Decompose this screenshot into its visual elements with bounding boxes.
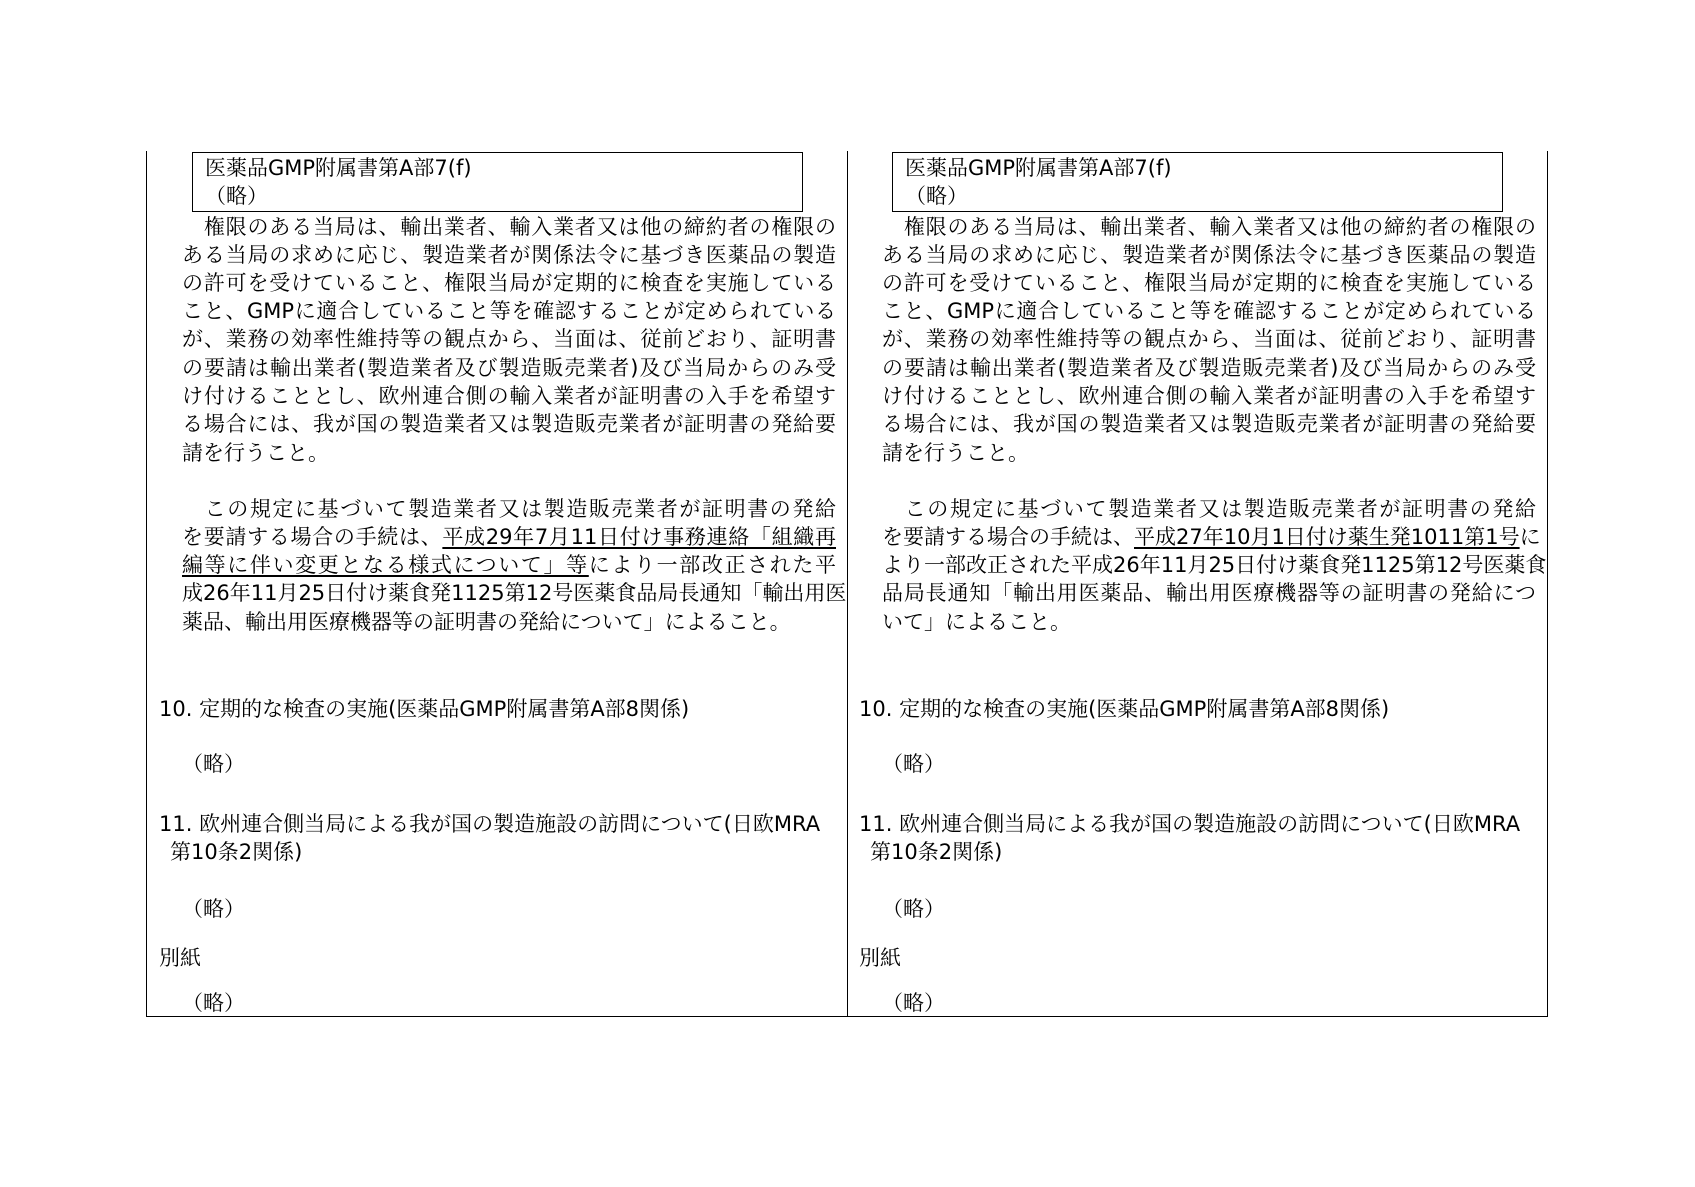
section-11-heading: 11. 欧州連合側当局による我が国の製造施設の訪問について(日欧MRA — [159, 812, 821, 836]
text-segment: この規定に基づいて製造業者又は製造販売業者が証明書の発給 — [182, 497, 836, 521]
text-segment: る場合には、我が国の製造業者又は製造販売業者が証明書の発給要 — [882, 412, 1536, 436]
paragraph1-line — [882, 213, 1536, 241]
text-segment: を要請する場合の手続は、 — [182, 525, 443, 549]
paragraph2-line — [882, 579, 1536, 607]
text-segment: ある当局の求めに応じ、製造業者が関係法令に基づき医薬品の製造 — [182, 243, 836, 267]
paragraph2-line — [882, 495, 1536, 523]
text-segment: 成26年11月25日付け薬食発1125第12号医薬食品局長通知「輸出用医 — [182, 581, 847, 605]
text-segment: の要請は輸出業者(製造業者及び製造販売業者)及び当局からのみ受 — [182, 356, 836, 380]
paragraph1-line — [882, 297, 1536, 325]
section-11-heading: 11. 欧州連合側当局による我が国の製造施設の訪問について(日欧MRA — [859, 812, 1521, 836]
text-segment: 権限のある当局は、輸出業者、輸入業者又は他の締約者の権限の — [182, 215, 836, 239]
text-segment: ある当局の求めに応じ、製造業者が関係法令に基づき医薬品の製造 — [882, 243, 1536, 267]
text-segment: の許可を受けていること、権限当局が定期的に検査を実施している — [182, 271, 836, 295]
paragraph2-line — [882, 523, 1541, 551]
underlined-amendment-text: 編等に伴い変更となる様式について」等 — [182, 553, 589, 577]
paragraph1-line — [882, 354, 1536, 382]
paragraph1-line — [182, 439, 329, 467]
text-segment: 請を行うこと。 — [882, 441, 1029, 465]
text-segment: より一部改正された平成26年11月25日付け薬食発1125第12号医薬食 — [882, 553, 1547, 577]
paragraph1-line — [882, 439, 1029, 467]
text-segment: が、業務の効率性維持等の観点から、当面は、従前どおり、証明書 — [182, 327, 836, 351]
text-segment: る場合には、我が国の製造業者又は製造販売業者が証明書の発給要 — [182, 412, 836, 436]
text-segment: を要請する場合の手続は、 — [882, 525, 1134, 549]
section-11-omitted-note: （略） — [882, 897, 945, 921]
box-omitted-note: （略） — [205, 184, 268, 208]
new-text-column — [700, 0, 1547, 1187]
annex-omitted-note: （略） — [182, 991, 245, 1015]
annex-omitted-note: （略） — [882, 991, 945, 1015]
section-10-omitted-note: （略） — [182, 752, 245, 776]
text-segment: 権限のある当局は、輸出業者、輸入業者又は他の締約者の権限の — [882, 215, 1536, 239]
text-segment: いて」によること。 — [882, 610, 1071, 634]
text-segment: が、業務の効率性維持等の観点から、当面は、従前どおり、証明書 — [882, 327, 1536, 351]
box-omitted-note: （略） — [905, 184, 968, 208]
text-segment: の要請は輸出業者(製造業者及び製造販売業者)及び当局からのみ受 — [882, 356, 1536, 380]
text-segment: 品局長通知「輸出用医薬品、輸出用医療機器等の証明書の発給につ — [882, 581, 1536, 605]
text-segment: の許可を受けていること、権限当局が定期的に検査を実施している — [882, 271, 1536, 295]
annex-label: 別紙 — [159, 946, 201, 970]
text-segment: 薬品、輸出用医療機器等の証明書の発給について」によること。 — [182, 610, 791, 634]
text-segment: この規定に基づいて製造業者又は製造販売業者が証明書の発給 — [882, 497, 1536, 521]
paragraph2-line — [882, 551, 1547, 579]
section-11-heading-cont: 第10条2関係) — [870, 840, 1003, 864]
paragraph1-line — [882, 325, 1536, 353]
text-segment: け付けることとし、欧州連合側の輸入業者が証明書の入手を希望す — [882, 384, 1536, 408]
underlined-amendment-text: 平成29年7月11日付け事務連絡「組織再 — [442, 525, 836, 549]
box-title: 医薬品GMP附属書第A部7(f) — [905, 156, 1172, 180]
paragraph1-line — [882, 382, 1536, 410]
box-title: 医薬品GMP附属書第A部7(f) — [205, 156, 472, 180]
text-segment: こと、GMPに適合していること等を確認することが定められている — [182, 299, 836, 323]
section-11-omitted-note: （略） — [182, 897, 245, 921]
annex-label: 別紙 — [859, 946, 901, 970]
text-segment: こと、GMPに適合していること等を確認することが定められている — [882, 299, 1536, 323]
paragraph1-line — [882, 410, 1536, 438]
section-10-heading: 10. 定期的な検査の実施(医薬品GMP附属書第A部8関係) — [159, 697, 690, 721]
table-right-border — [1547, 151, 1548, 1017]
paragraph1-line — [882, 269, 1536, 297]
text-segment: け付けることとし、欧州連合側の輸入業者が証明書の入手を希望す — [182, 384, 836, 408]
old-text-column — [0, 0, 847, 1187]
paragraph2-line — [882, 608, 1071, 636]
section-10-heading: 10. 定期的な検査の実施(医薬品GMP附属書第A部8関係) — [859, 697, 1390, 721]
text-segment: により一部改正された平 — [588, 553, 836, 577]
text-segment: 請を行うこと。 — [182, 441, 329, 465]
section-11-heading-cont: 第10条2関係) — [170, 840, 303, 864]
paragraph1-line — [882, 241, 1536, 269]
underlined-amendment-text: 平成27年10月1日付け薬生発1011第1号 — [1134, 525, 1520, 549]
text-segment: に — [1519, 525, 1541, 549]
section-10-omitted-note: （略） — [882, 752, 945, 776]
